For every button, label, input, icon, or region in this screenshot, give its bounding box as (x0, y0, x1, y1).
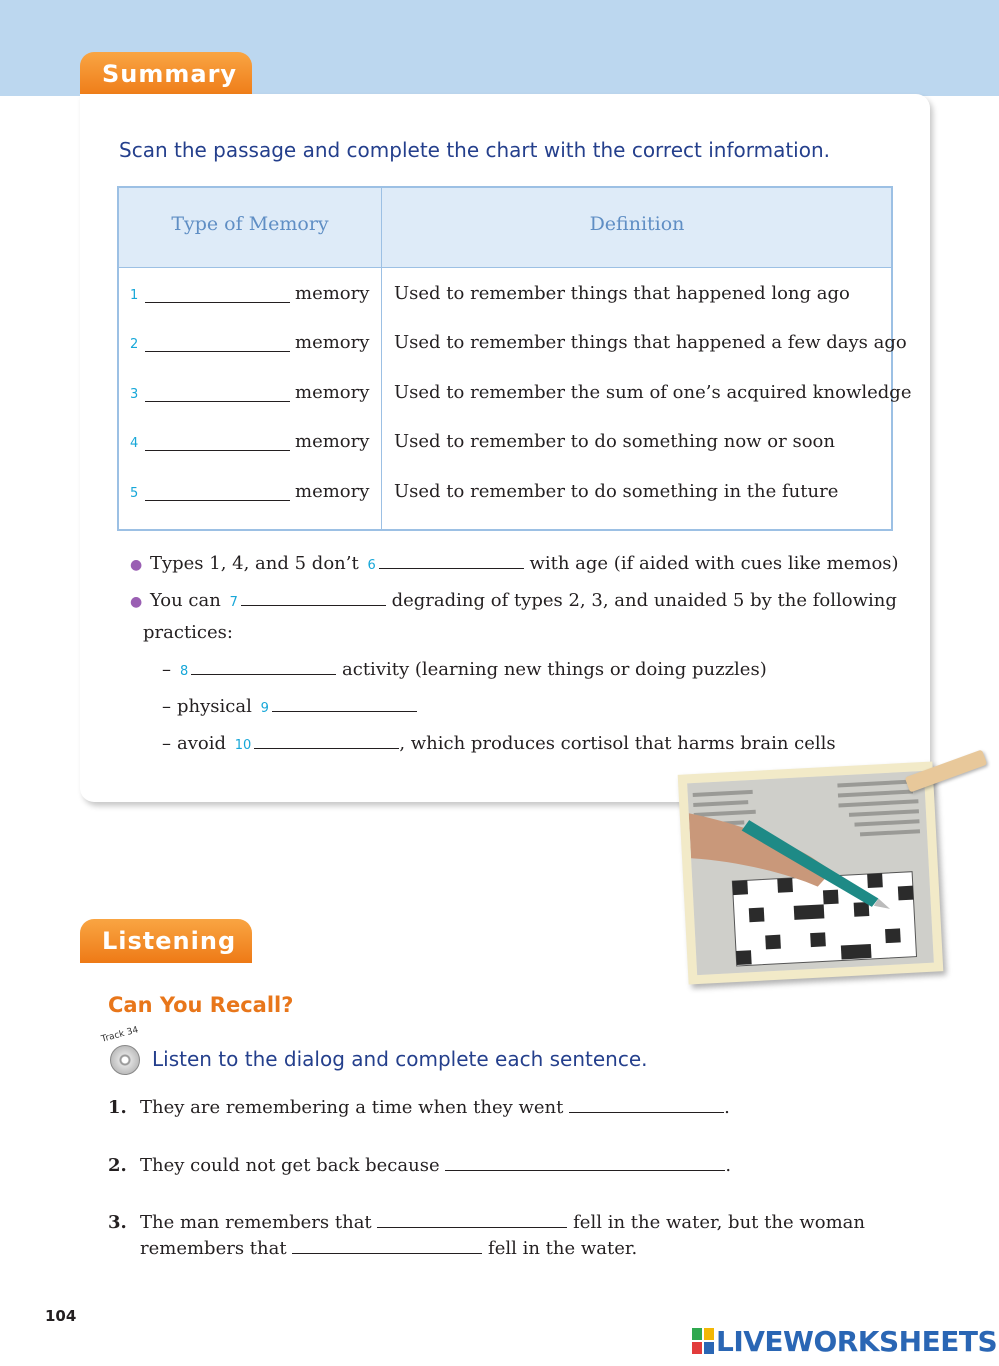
bullet-text: with age (if aided with cues like memos) (529, 553, 899, 574)
answer-blank-6[interactable] (379, 555, 524, 569)
answer-blank-1[interactable] (145, 285, 290, 303)
dash-line-3 (162, 733, 836, 754)
bullet-icon: ● (130, 557, 143, 573)
memory-suffix: memory (295, 283, 370, 304)
bullet-line-2 (130, 590, 897, 611)
track-label: Track 34 (100, 1025, 140, 1045)
definition-text: Used to remember to do something in the future (394, 481, 839, 502)
question-text: They are remembering a time when they went (140, 1097, 564, 1118)
chart-row (119, 283, 891, 313)
bullet-icon: ● (130, 594, 143, 610)
question-end: fell in the water. (488, 1238, 638, 1259)
bullet-text: You can (149, 590, 221, 611)
definition-text: Used to remember things that happened long ago (394, 283, 850, 304)
question-number: 3. (108, 1212, 127, 1233)
item-number: 9 (260, 701, 269, 716)
item-number: 1 (130, 288, 139, 303)
answer-blank-2[interactable] (145, 334, 290, 352)
item-number: 3 (130, 387, 139, 402)
dash-icon: – (162, 659, 171, 680)
bullet-continuation: practices: (143, 622, 233, 643)
answer-blank-5[interactable] (145, 483, 290, 501)
page-number: 104 (45, 1307, 77, 1325)
liveworksheets-logo-icon (692, 1328, 714, 1354)
dash-text: physical (177, 696, 252, 717)
answer-blank-3[interactable] (145, 384, 290, 402)
question-blank-2[interactable] (445, 1157, 725, 1171)
answer-blank-4[interactable] (145, 433, 290, 451)
bullet-line-1 (130, 553, 899, 574)
brand-text: LIVEWORKSHEETS (716, 1325, 998, 1358)
memory-suffix: memory (295, 481, 370, 502)
question-text: fell in the water, but the woman (573, 1212, 865, 1233)
question-blank-3b[interactable] (292, 1240, 482, 1254)
memory-suffix: memory (295, 332, 370, 353)
item-number: 4 (130, 436, 139, 451)
chart-row (119, 332, 907, 362)
question-number: 2. (108, 1155, 127, 1176)
listening-tab: Listening (80, 919, 252, 963)
question-3 (108, 1212, 865, 1233)
question-blank-1[interactable] (569, 1099, 724, 1113)
chart-row (119, 431, 891, 461)
definition-text: Used to remember to do something now or soon (394, 431, 835, 452)
crossword-puzzle-icon (687, 771, 934, 975)
header-type: Type of Memory (171, 213, 329, 235)
question-blank-3a[interactable] (377, 1214, 567, 1228)
listening-subtitle: Can You Recall? (108, 993, 294, 1017)
dash-text: , which produces cortisol that harms brain cells (399, 733, 836, 754)
dash-icon: – (162, 696, 171, 717)
question-text: remembers that (140, 1238, 287, 1259)
question-end: . (725, 1155, 732, 1176)
audio-cd-icon[interactable] (110, 1045, 140, 1075)
definition-text: Used to remember things that happened a few days ago (394, 332, 907, 353)
question-text: The man remembers that (140, 1212, 372, 1233)
brand-logo[interactable] (692, 1325, 997, 1358)
answer-blank-7[interactable] (241, 592, 386, 606)
question-1 (108, 1097, 730, 1118)
memory-chart (117, 186, 912, 531)
item-number: 7 (229, 595, 238, 610)
answer-blank-9[interactable] (272, 698, 417, 712)
item-number: 6 (367, 558, 376, 573)
dash-line-2 (162, 696, 417, 717)
dash-text: avoid (177, 733, 227, 754)
definition-text: Used to remember the sum of one’s acquired knowledge (394, 382, 912, 403)
chart-row (119, 481, 891, 511)
question-3-continued (140, 1238, 637, 1259)
question-number: 1. (108, 1097, 127, 1118)
dash-icon: – (162, 733, 171, 754)
item-number: 2 (130, 337, 139, 352)
chart-row (119, 382, 912, 412)
item-number: 8 (180, 664, 189, 679)
question-2 (108, 1155, 731, 1176)
answer-blank-8[interactable] (191, 661, 336, 675)
bullet-text: degrading of types 2, 3, and unaided 5 by the following (391, 590, 897, 611)
answer-blank-10[interactable] (254, 735, 399, 749)
crossword-image (687, 771, 934, 975)
header-definition: Definition (589, 213, 685, 235)
dash-line-1 (162, 659, 767, 680)
bullet-text: Types 1, 4, and 5 don’t (149, 553, 359, 574)
listening-instruction: Listen to the dialog and complete each sentence. (152, 1047, 648, 1071)
memory-suffix: memory (295, 382, 370, 403)
summary-tab: Summary (80, 52, 252, 98)
memory-suffix: memory (295, 431, 370, 452)
item-number: 5 (130, 486, 139, 501)
item-number: 10 (234, 738, 252, 753)
question-text: They could not get back because (140, 1155, 440, 1176)
question-end: . (724, 1097, 730, 1118)
summary-instruction: Scan the passage and complete the chart with the correct information. (119, 138, 830, 162)
dash-text: activity (learning new things or doing puzzles) (342, 659, 767, 680)
crossword-photo (678, 761, 944, 984)
